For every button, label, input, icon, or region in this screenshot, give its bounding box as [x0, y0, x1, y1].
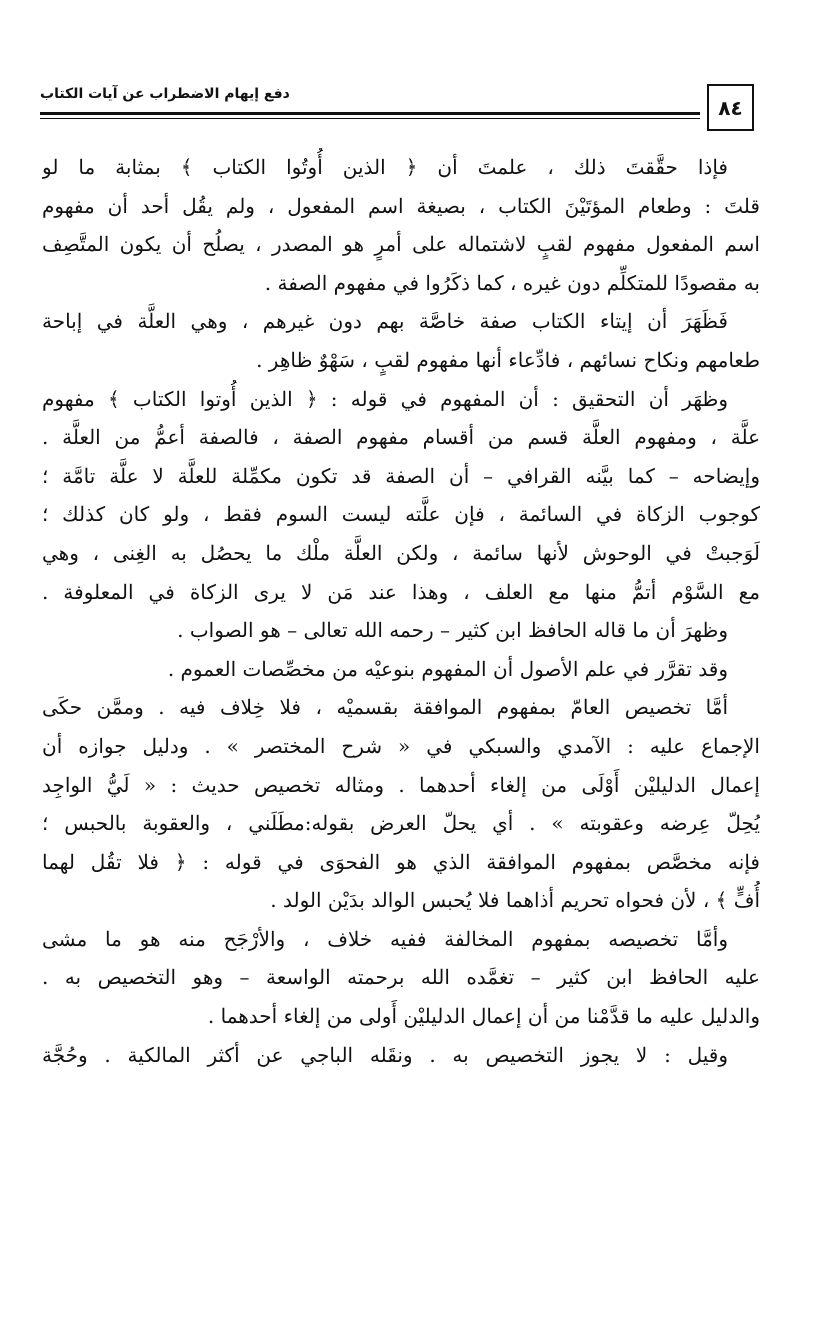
- text-line: فَظَهَرَ أن إيتاء الكتاب صفة خاصَّة بهم دون غيرهم ، وهي العلَّة في إباحة: [42, 309, 728, 334]
- text-line: اسم المفعول مفهوم لقبٍ لاشتماله على أمرٍ هو المصدر ، يصلُح أن يكون المتَّصِف: [42, 232, 760, 257]
- page-number: ٨٤: [707, 84, 754, 131]
- text-line: يُحِلّ عِرضه وعقوبته » . أي يحلّ العرض بقوله:مطَلَني ، والعقوبة بالحبس ؛: [42, 811, 760, 836]
- text-line: عليه الحافظ ابن كثير – تغمَّده الله برحمته الواسعة – وهو التخصيص به .: [42, 965, 760, 990]
- text-line: طعامهم ونكاح نسائهم ، فادِّعاء أنها مفهوم لقبٍ ، سَهْوٌ ظاهِر .: [256, 347, 760, 372]
- text-line: قلتَ : وطعام المؤتَيْنَ الكتاب ، بصيغة اسم المفعول ، ولم يقُل أحد أن مفهوم: [42, 193, 760, 218]
- header-rule-thick: [40, 112, 700, 115]
- text-line: به مقصودًا للمتكلِّم دون غيره ، كما ذكَرُوا في مفهوم الصفة .: [264, 270, 760, 295]
- text-line: إعمال الدليليْن أَوْلَى من إلغاء أحدهما . ومثاله تخصيص حديث : « لَيُّ الواجِد: [42, 772, 760, 797]
- text-line: وأمَّا تخصيصه بمفهوم المخالفة ففيه خلاف ، والأرْجَح منه هو ما مشى: [42, 926, 728, 951]
- header-rule-thin: [40, 118, 700, 119]
- text-line: فإنه مخصَّص بمفهوم الموافقة الذي هو الفحوَى في قوله : ﴿ فلا تقُل لهما: [42, 849, 760, 874]
- text-line: وقيل : لا يجوز التخصيص به . ونقَله الباجي عن أكثر المالكية . وحُجَّة: [42, 1042, 728, 1067]
- body-text: [42, 148, 760, 1074]
- text-line: والدليل عليه ما قدَّمْنا من أن إعمال الدليليْن أَولى من إلغاء أحدهما .: [207, 1004, 760, 1029]
- text-line: فإذا حقَّقتَ ذلك ، علمتَ أن ﴿ الذين أُوتُوا الكتاب ﴾ بمثابة ما لو: [42, 155, 728, 179]
- text-line: وظهَر أن التحقيق : أن المفهوم في قوله : ﴿ الذين أُوتوا الكتاب ﴾ مفهوم: [42, 386, 728, 411]
- text-line: وظهرَ أن ما قاله الحافظ ابن كثير – رحمه الله تعالى – هو الصواب .: [177, 618, 728, 643]
- text-line: كوجوب الزكاة في السائمة ، فإن علَّته ليست السوم فقط ، ولو كان كذلك ؛: [42, 502, 760, 527]
- text-line: الإجماع عليه : الآمدي والسبكي في « شرح المختصر » . ودليل جوازه أن: [42, 733, 760, 758]
- running-title: دفع إيهام الاضطراب عن آيات الكتاب: [40, 86, 290, 102]
- text-line: علَّة ، ومفهوم العلَّة قسم من أقسام مفهوم الصفة ، فالصفة أعمُّ من العلَّة .: [42, 425, 760, 450]
- text-line: وإيضاحه – كما بيَّنه القرافي – أن الصفة قد تكون مكمِّلة للعلَّة لا علَّة تامَّة ؛: [42, 463, 760, 488]
- text-line: أمَّا تخصيص العامّ بمفهوم الموافقة بقسميْه ، فلا خِلاف فيه . وممَّن حكَى: [42, 695, 728, 720]
- text-line: لَوَجبتْ في الوحوش لأنها سائمة ، ولكن العلَّة ملْك ما يحصُل به الغِنى ، وهي: [42, 540, 760, 565]
- text-line: مع السَّوْم أتمُّ منها مع العلف ، وهذا عند مَن لا يرى الزكاة في المعلوفة .: [42, 579, 760, 604]
- text-line: وقد تقرَّر في علم الأصول أن المفهوم بنوعيْه من مخصِّصات العموم .: [167, 656, 728, 681]
- text-line: أُفٍّ ﴾ ، لأن فحواه تحريم أذاهما فلا يُحبس الوالد بدَيْن الولد .: [270, 888, 760, 913]
